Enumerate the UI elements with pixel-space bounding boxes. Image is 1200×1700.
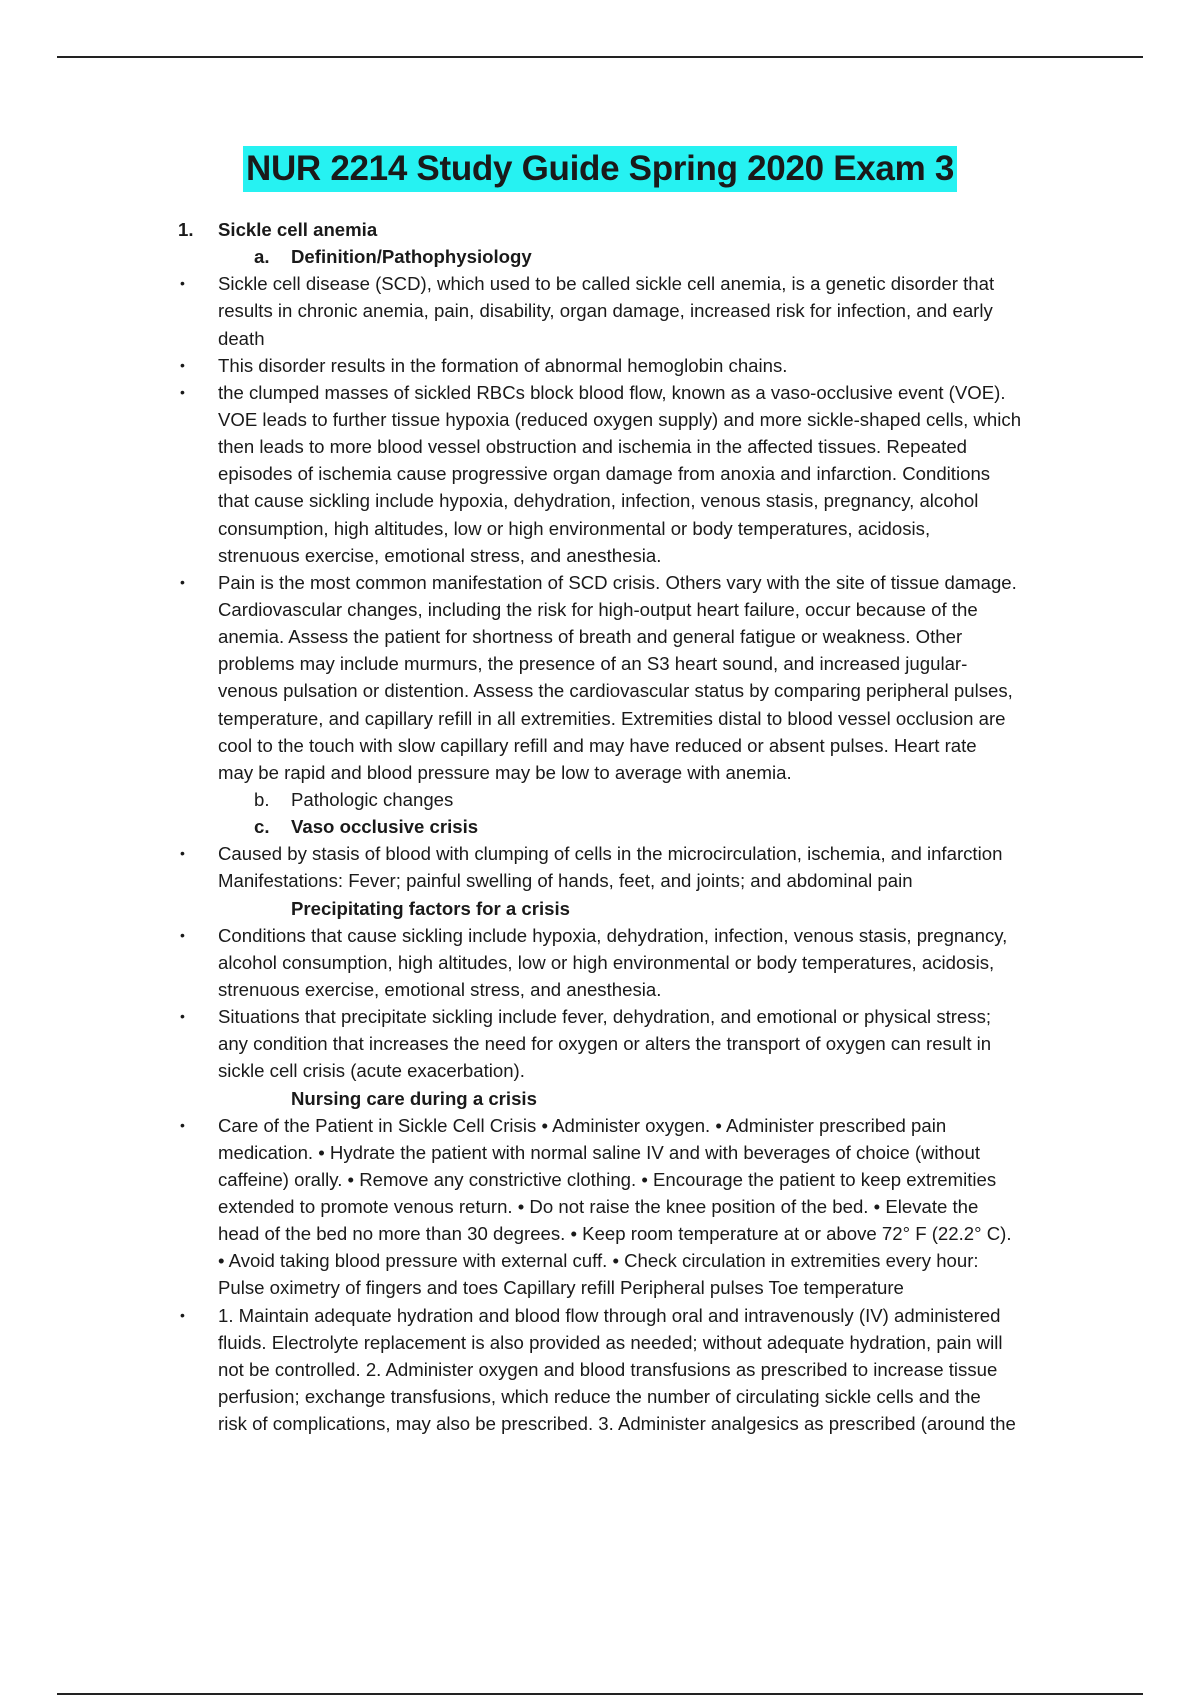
bullet-line-text: Care of the Patient in Sickle Cell Crisis • Administer oxygen. • Administer prescribed pain [218, 1114, 947, 1136]
bullet-marker: • [180, 383, 185, 400]
bullet-marker: • [180, 1306, 185, 1323]
bullet-line-text: caffeine) orally. • Remove any constrictive clothing. • Encourage the patient to keep extremities [218, 1168, 997, 1190]
bullet-line-text: temperature, and capillary refill in all extremities. Extremities distal to blood vessel occlusion are [218, 707, 1006, 729]
bullet-marker: • [180, 1008, 185, 1025]
bullet-line-text: not be controlled. 2. Administer oxygen and blood transfusions as prescribed to increase tissue [218, 1358, 998, 1380]
bullet-item-scd-definition [0, 270, 1200, 351]
bullet-line [0, 623, 1200, 650]
document-body [0, 216, 1200, 1437]
bullet-line-text: Caused by stasis of blood with clumping of cells in the microcirculation, ischemia, and infarction [218, 843, 1003, 865]
subheading-a-label: Definition/Pathophysiology [291, 246, 532, 268]
bullet-line [0, 1383, 1200, 1410]
bullet-item-sickling-conditions [0, 922, 1200, 1003]
top-rule [57, 56, 1143, 58]
bullet-line-text: alcohol consumption, high altitudes, low or high environmental or body temperatures, acidosis, [218, 951, 995, 973]
bullet-line-text: medication. • Hydrate the patient with normal saline IV and with beverages of choice (without [218, 1141, 981, 1163]
bullet-line-text: extended to promote venous return. • Do not raise the knee position of the bed. • Elevate the [218, 1196, 979, 1218]
bullet-line-text: venous pulsation or distention. Assess the cardiovascular status by comparing peripheral pulses, [218, 680, 1013, 702]
bullet-line-text: perfusion; exchange transfusions, which reduce the number of circulating sickle cells and the [218, 1386, 981, 1408]
bullet-line [0, 1356, 1200, 1383]
bullet-line [0, 867, 1200, 894]
heading-nursing-label: Nursing care during a crisis [291, 1087, 537, 1109]
bullet-line-text: anemia. Assess the patient for shortness of breath and general fatigue or weakness. Other [218, 626, 963, 648]
bullet-line-text: Conditions that cause sickling include hypoxia, dehydration, infection, venous stasis, pregnancy, [218, 924, 1008, 946]
subheading-b [0, 786, 1200, 813]
bullet-line-text: death [218, 327, 265, 349]
bullet-line [0, 1410, 1200, 1437]
bullet-line-text: cool to the touch with slow capillary refill and may have reduced or absent pulses. Heart rate [218, 734, 977, 756]
bullet-item-abnormal-hemoglobin [0, 352, 1200, 379]
bullet-line [0, 460, 1200, 487]
bullet-line [0, 352, 1200, 379]
bullet-line [0, 515, 1200, 542]
bullet-item-voc-cause [0, 840, 1200, 894]
bullet-line [0, 1302, 1200, 1329]
section-number: 1. [178, 219, 194, 240]
bullet-line [0, 732, 1200, 759]
bullet-line [0, 705, 1200, 732]
subheading-c-label: Vaso occlusive crisis [291, 816, 479, 838]
bullet-line [0, 759, 1200, 786]
bullet-line-text: consumption, high altitudes, low or high environmental or body temperatures, acidosis, [218, 517, 931, 539]
bullet-marker: • [180, 926, 185, 943]
bullet-marker: • [180, 845, 185, 862]
bullet-line [0, 406, 1200, 433]
bullet-line [0, 1030, 1200, 1057]
bullet-line [0, 325, 1200, 352]
section-label: Sickle cell anemia [218, 219, 378, 240]
bullet-marker: • [180, 356, 185, 373]
bullet-line [0, 596, 1200, 623]
bullet-line-text: Sickle cell disease (SCD), which used to be called sickle cell anemia, is a genetic disorder that [218, 273, 995, 295]
bullet-line [0, 1057, 1200, 1084]
bullet-line [0, 433, 1200, 460]
bullet-line-text: Pain is the most common manifestation of SCD crisis. Others vary with the site of tissue damage. [218, 571, 1017, 593]
subheading-a [0, 243, 1200, 270]
bullet-line-text: This disorder results in the formation of abnormal hemoglobin chains. [218, 354, 788, 376]
bullet-line [0, 1247, 1200, 1274]
bullet-line-text: any condition that increases the need for oxygen or alters the transport of oxygen can result in [218, 1033, 992, 1055]
bullet-line [0, 542, 1200, 569]
bullet-line [0, 297, 1200, 324]
bullet-line [0, 949, 1200, 976]
bullet-line-text: Cardiovascular changes, including the risk for high-output heart failure, occur because of the [218, 598, 978, 620]
bullet-line-text: that cause sickling include hypoxia, dehydration, infection, venous stasis, pregnancy, alcohol [218, 490, 979, 512]
bullet-line [0, 922, 1200, 949]
bullet-marker: • [180, 1116, 185, 1133]
bullet-line [0, 840, 1200, 867]
bullet-line [0, 1003, 1200, 1030]
bullet-line [0, 1139, 1200, 1166]
bullet-line [0, 1274, 1200, 1301]
bullet-line-text: the clumped masses of sickled RBCs block blood flow, known as a vaso-occlusive event (VOE). [218, 381, 1006, 403]
bullet-line [0, 1112, 1200, 1139]
bullet-line-text: may be rapid and blood pressure may be low to average with anemia. [218, 761, 792, 783]
bullet-line [0, 569, 1200, 596]
subheading-c-marker: c. [254, 816, 270, 838]
bullet-line-text: • Avoid taking blood pressure with external cuff. • Check circulation in extremities every hour: [218, 1250, 979, 1272]
bullet-line [0, 270, 1200, 297]
bullet-line [0, 1166, 1200, 1193]
bullet-line [0, 976, 1200, 1003]
bullet-marker: • [180, 573, 185, 590]
heading-nursing-care [0, 1085, 1200, 1112]
bullet-line [0, 1193, 1200, 1220]
section-heading [0, 216, 1200, 243]
bullet-item-pain-manifestation [0, 569, 1200, 786]
bullet-item-voe [0, 379, 1200, 569]
bullet-item-hydration [0, 1302, 1200, 1438]
bullet-line-text: results in chronic anemia, pain, disability, organ damage, increased risk for infection, and early [218, 300, 993, 322]
bullet-line [0, 1329, 1200, 1356]
subheading-a-marker: a. [254, 246, 270, 268]
heading-precipitating-factors [0, 895, 1200, 922]
heading-precipitating-label: Precipitating factors for a crisis [291, 897, 570, 919]
subheading-b-marker: b. [254, 788, 270, 810]
subheading-b-label: Pathologic changes [291, 788, 454, 810]
bullet-line-text: head of the bed no more than 30 degrees. • Keep room temperature at or above 72° F (22.2° C). [218, 1223, 1012, 1245]
page-title: NUR 2214 Study Guide Spring 2020 Exam 3 [243, 146, 957, 192]
bullet-line [0, 1220, 1200, 1247]
bullet-line-text: strenuous exercise, emotional stress, and anesthesia. [218, 544, 662, 566]
bullet-line-text: fluids. Electrolyte replacement is also provided as needed; without adequate hydration, pain will [218, 1331, 1003, 1353]
bullet-marker: • [180, 275, 185, 292]
bullet-line-text: Manifestations: Fever; painful swelling of hands, feet, and joints; and abdominal pain [218, 870, 913, 892]
bullet-item-crisis-care [0, 1112, 1200, 1302]
bullet-item-precipitating-situations [0, 1003, 1200, 1084]
bottom-rule [57, 1693, 1143, 1695]
title-container [0, 146, 1200, 192]
bullet-line [0, 487, 1200, 514]
bullet-line-text: risk of complications, may also be prescribed. 3. Administer analgesics as prescribed (around the [218, 1413, 1016, 1435]
bullet-line-text: then leads to more blood vessel obstruction and ischemia in the affected tissues. Repeated [218, 436, 968, 458]
bullet-line-text: problems may include murmurs, the presence of an S3 heart sound, and increased jugular- [218, 653, 968, 675]
bullet-line [0, 379, 1200, 406]
bullet-line-text: Pulse oximetry of fingers and toes Capillary refill Peripheral pulses Toe temperature [218, 1277, 904, 1299]
bullet-line [0, 650, 1200, 677]
bullet-line-text: VOE leads to further tissue hypoxia (reduced oxygen supply) and more sickle-shaped cells, which [218, 408, 1022, 430]
bullet-line [0, 677, 1200, 704]
bullet-line-text: episodes of ischemia cause progressive organ damage from anoxia and infarction. Conditions [218, 463, 991, 485]
bullet-line-text: strenuous exercise, emotional stress, and anesthesia. [218, 978, 662, 1000]
bullet-line-text: sickle cell crisis (acute exacerbation). [218, 1060, 525, 1082]
subheading-c [0, 813, 1200, 840]
bullet-line-text: 1. Maintain adequate hydration and blood flow through oral and intravenously (IV) administered [218, 1304, 1001, 1326]
bullet-line-text: Situations that precipitate sickling include fever, dehydration, and emotional or physical stress; [218, 1006, 992, 1028]
